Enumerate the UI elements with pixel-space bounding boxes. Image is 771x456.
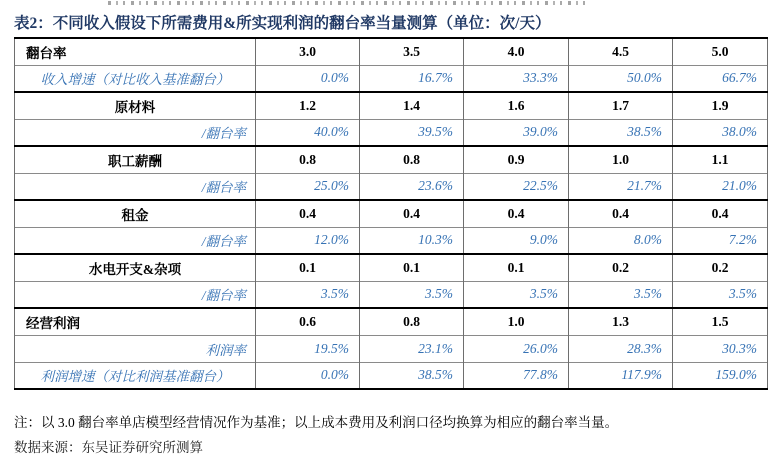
value-cell: 3.5%	[673, 281, 768, 308]
value-cell: 19.5%	[256, 335, 360, 362]
data-source-clipped: 数据来源：东吴证券研究所测算	[14, 440, 203, 455]
row-label: /翻台率	[15, 281, 256, 308]
data-table	[14, 37, 768, 390]
row-label: 收入增速（对比收入基准翻台）	[15, 65, 256, 92]
value-cell: 1.6	[464, 92, 569, 119]
value-cell: 39.5%	[360, 119, 464, 146]
value-cell: 0.6	[256, 308, 360, 335]
value-cell: 21.7%	[569, 173, 673, 200]
value-cell: 1.7	[569, 92, 673, 119]
row-label: 利润率	[15, 335, 256, 362]
value-cell: 0.4	[360, 200, 464, 227]
value-cell: 26.0%	[464, 335, 569, 362]
value-cell: 3.5%	[569, 281, 673, 308]
value-cell: 1.2	[256, 92, 360, 119]
table-row	[15, 254, 768, 281]
table-row	[15, 65, 768, 92]
value-cell: 7.2%	[673, 227, 768, 254]
value-cell: 0.1	[464, 254, 569, 281]
row-label: /翻台率	[15, 119, 256, 146]
value-cell: 0.8	[360, 308, 464, 335]
row-label: 职工薪酬	[15, 146, 256, 173]
table-title: 表2：不同收入假设下所需费用&所实现利润的翻台率当量测算（单位：次/天）	[14, 15, 551, 32]
value-cell: 66.7%	[673, 65, 768, 92]
row-label: 翻台率	[15, 38, 256, 65]
table-row	[15, 227, 768, 254]
table-row	[15, 335, 768, 362]
value-cell: 4.5	[569, 38, 673, 65]
value-cell: 38.0%	[673, 119, 768, 146]
row-label: 租金	[15, 200, 256, 227]
value-cell: 117.9%	[569, 362, 673, 389]
value-cell: 0.2	[569, 254, 673, 281]
table-row	[15, 308, 768, 335]
value-cell: 4.0	[464, 38, 569, 65]
clipped-text-above-title	[108, 1, 590, 5]
value-cell: 1.0	[569, 146, 673, 173]
row-label: 原材料	[15, 92, 256, 119]
value-cell: 77.8%	[464, 362, 569, 389]
value-cell: 1.0	[464, 308, 569, 335]
value-cell: 5.0	[673, 38, 768, 65]
value-cell: 0.0%	[256, 362, 360, 389]
value-cell: 23.6%	[360, 173, 464, 200]
value-cell: 28.3%	[569, 335, 673, 362]
value-cell: 3.5%	[360, 281, 464, 308]
value-cell: 0.0%	[256, 65, 360, 92]
value-cell: 25.0%	[256, 173, 360, 200]
value-cell: 0.4	[673, 200, 768, 227]
row-label: /翻台率	[15, 173, 256, 200]
value-cell: 0.4	[256, 200, 360, 227]
value-cell: 21.0%	[673, 173, 768, 200]
value-cell: 159.0%	[673, 362, 768, 389]
value-cell: 0.1	[360, 254, 464, 281]
value-cell: 0.8	[256, 146, 360, 173]
value-cell: 50.0%	[569, 65, 673, 92]
value-cell: 0.4	[464, 200, 569, 227]
value-cell: 0.8	[360, 146, 464, 173]
table-row	[15, 119, 768, 146]
value-cell: 3.5	[360, 38, 464, 65]
value-cell: 1.4	[360, 92, 464, 119]
value-cell: 3.0	[256, 38, 360, 65]
row-label: 利润增速（对比利润基准翻台）	[15, 362, 256, 389]
value-cell: 3.5%	[464, 281, 569, 308]
row-label: 经营利润	[15, 308, 256, 335]
table-row	[15, 362, 768, 389]
value-cell: 0.4	[569, 200, 673, 227]
value-cell: 38.5%	[569, 119, 673, 146]
value-cell: 22.5%	[464, 173, 569, 200]
value-cell: 1.9	[673, 92, 768, 119]
value-cell: 40.0%	[256, 119, 360, 146]
row-label: /翻台率	[15, 227, 256, 254]
value-cell: 39.0%	[464, 119, 569, 146]
value-cell: 12.0%	[256, 227, 360, 254]
value-cell: 33.3%	[464, 65, 569, 92]
table-row	[15, 200, 768, 227]
value-cell: 0.9	[464, 146, 569, 173]
table-row	[15, 146, 768, 173]
table-row	[15, 173, 768, 200]
value-cell: 16.7%	[360, 65, 464, 92]
value-cell: 1.1	[673, 146, 768, 173]
value-cell: 0.1	[256, 254, 360, 281]
value-cell: 1.3	[569, 308, 673, 335]
row-label: 水电开支&杂项	[15, 254, 256, 281]
value-cell: 23.1%	[360, 335, 464, 362]
value-cell: 30.3%	[673, 335, 768, 362]
table-row	[15, 92, 768, 119]
value-cell: 1.5	[673, 308, 768, 335]
table-row	[15, 281, 768, 308]
value-cell: 9.0%	[464, 227, 569, 254]
value-cell: 8.0%	[569, 227, 673, 254]
value-cell: 10.3%	[360, 227, 464, 254]
value-cell: 38.5%	[360, 362, 464, 389]
value-cell: 3.5%	[256, 281, 360, 308]
table-body	[15, 38, 768, 389]
table-note: 注：以 3.0 翻台率单店模型经营情况作为基准；以上成本费用及利润口径均换算为相应的翻台率当量。	[14, 415, 619, 430]
value-cell: 0.2	[673, 254, 768, 281]
table-row	[15, 38, 768, 65]
